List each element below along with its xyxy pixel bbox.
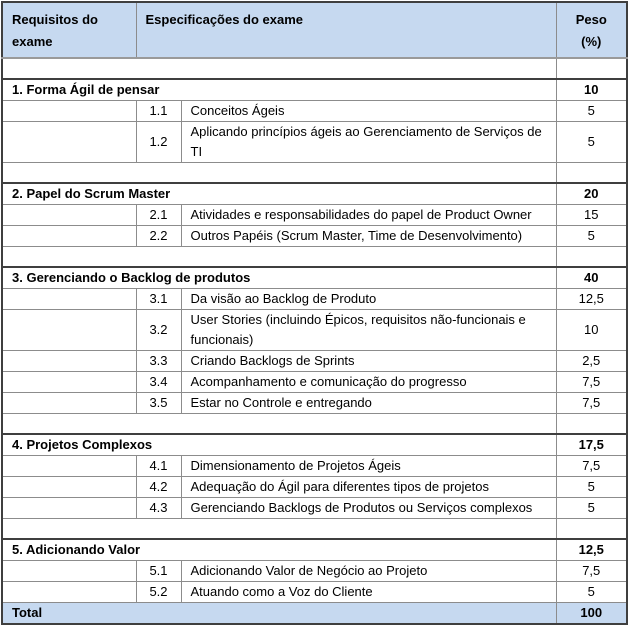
section-weight: 12,5 bbox=[556, 539, 627, 561]
section-title: 1. Forma Ágil de pensar bbox=[2, 79, 556, 101]
section-title: 5. Adicionando Valor bbox=[2, 539, 556, 561]
item-description: Adequação do Ágil para diferentes tipos de projetos bbox=[181, 477, 556, 498]
section-row bbox=[2, 434, 627, 456]
spacer-row bbox=[2, 519, 627, 540]
item-number: 2.1 bbox=[136, 205, 181, 226]
section-row bbox=[2, 183, 627, 205]
section-title: 3. Gerenciando o Backlog de produtos bbox=[2, 267, 556, 289]
item-number: 3.2 bbox=[136, 310, 181, 351]
section-row bbox=[2, 79, 627, 101]
item-weight: 2,5 bbox=[556, 351, 627, 372]
item-number: 3.1 bbox=[136, 289, 181, 310]
item-number: 5.2 bbox=[136, 582, 181, 603]
item-weight: 5 bbox=[556, 226, 627, 247]
item-weight: 5 bbox=[556, 582, 627, 603]
section-row bbox=[2, 539, 627, 561]
item-description: Da visão ao Backlog de Produto bbox=[181, 289, 556, 310]
item-weight: 7,5 bbox=[556, 393, 627, 414]
item-row bbox=[2, 289, 627, 310]
item-description: Acompanhamento e comunicação do progresso bbox=[181, 372, 556, 393]
spacer-row bbox=[2, 163, 627, 184]
table-header-row bbox=[2, 2, 627, 58]
item-row bbox=[2, 498, 627, 519]
item-number: 2.2 bbox=[136, 226, 181, 247]
section-title: 2. Papel do Scrum Master bbox=[2, 183, 556, 205]
total-label: Total bbox=[2, 603, 556, 625]
item-weight: 7,5 bbox=[556, 561, 627, 582]
item-description: Atuando como a Voz do Cliente bbox=[181, 582, 556, 603]
section-weight: 20 bbox=[556, 183, 627, 205]
item-number: 1.1 bbox=[136, 101, 181, 122]
item-description: Gerenciando Backlogs de Produtos ou Serviços complexos bbox=[181, 498, 556, 519]
item-weight: 5 bbox=[556, 498, 627, 519]
item-weight: 12,5 bbox=[556, 289, 627, 310]
item-number: 5.1 bbox=[136, 561, 181, 582]
section-title: 4. Projetos Complexos bbox=[2, 434, 556, 456]
item-row bbox=[2, 101, 627, 122]
item-weight: 10 bbox=[556, 310, 627, 351]
item-number: 4.1 bbox=[136, 456, 181, 477]
item-row bbox=[2, 226, 627, 247]
spacer-row bbox=[2, 247, 627, 268]
item-row bbox=[2, 310, 627, 351]
item-number: 3.3 bbox=[136, 351, 181, 372]
item-description: Outros Papéis (Scrum Master, Time de Desenvolvimento) bbox=[181, 226, 556, 247]
header-especificacoes: Especificações do exame bbox=[136, 2, 556, 58]
item-row bbox=[2, 456, 627, 477]
item-row bbox=[2, 561, 627, 582]
item-description: Atividades e responsabilidades do papel de Product Owner bbox=[181, 205, 556, 226]
item-row bbox=[2, 477, 627, 498]
item-description: Estar no Controle e entregando bbox=[181, 393, 556, 414]
item-weight: 5 bbox=[556, 122, 627, 163]
item-row bbox=[2, 205, 627, 226]
header-peso: Peso (%) bbox=[556, 2, 627, 58]
item-row bbox=[2, 372, 627, 393]
total-value: 100 bbox=[556, 603, 627, 625]
item-description: Conceitos Ágeis bbox=[181, 101, 556, 122]
item-row bbox=[2, 122, 627, 163]
spacer-row bbox=[2, 414, 627, 435]
item-description: Adicionando Valor de Negócio ao Projeto bbox=[181, 561, 556, 582]
item-weight: 7,5 bbox=[556, 456, 627, 477]
exam-weight-table bbox=[1, 1, 628, 625]
item-number: 3.5 bbox=[136, 393, 181, 414]
item-number: 4.3 bbox=[136, 498, 181, 519]
item-row bbox=[2, 582, 627, 603]
section-weight: 17,5 bbox=[556, 434, 627, 456]
total-row bbox=[2, 603, 627, 625]
item-weight: 5 bbox=[556, 477, 627, 498]
item-weight: 5 bbox=[556, 101, 627, 122]
header-requisitos: Requisitos do exame bbox=[2, 2, 136, 58]
item-description: Dimensionamento de Projetos Ágeis bbox=[181, 456, 556, 477]
item-number: 3.4 bbox=[136, 372, 181, 393]
item-description: Criando Backlogs de Sprints bbox=[181, 351, 556, 372]
item-row bbox=[2, 351, 627, 372]
item-number: 1.2 bbox=[136, 122, 181, 163]
item-row bbox=[2, 393, 627, 414]
item-description: User Stories (incluindo Épicos, requisitos não-funcionais e funcionais) bbox=[181, 310, 556, 351]
item-number: 4.2 bbox=[136, 477, 181, 498]
spacer-row bbox=[2, 58, 627, 79]
section-row bbox=[2, 267, 627, 289]
section-weight: 40 bbox=[556, 267, 627, 289]
item-weight: 15 bbox=[556, 205, 627, 226]
item-weight: 7,5 bbox=[556, 372, 627, 393]
item-description: Aplicando princípios ágeis ao Gerenciamento de Serviços de TI bbox=[181, 122, 556, 163]
section-weight: 10 bbox=[556, 79, 627, 101]
